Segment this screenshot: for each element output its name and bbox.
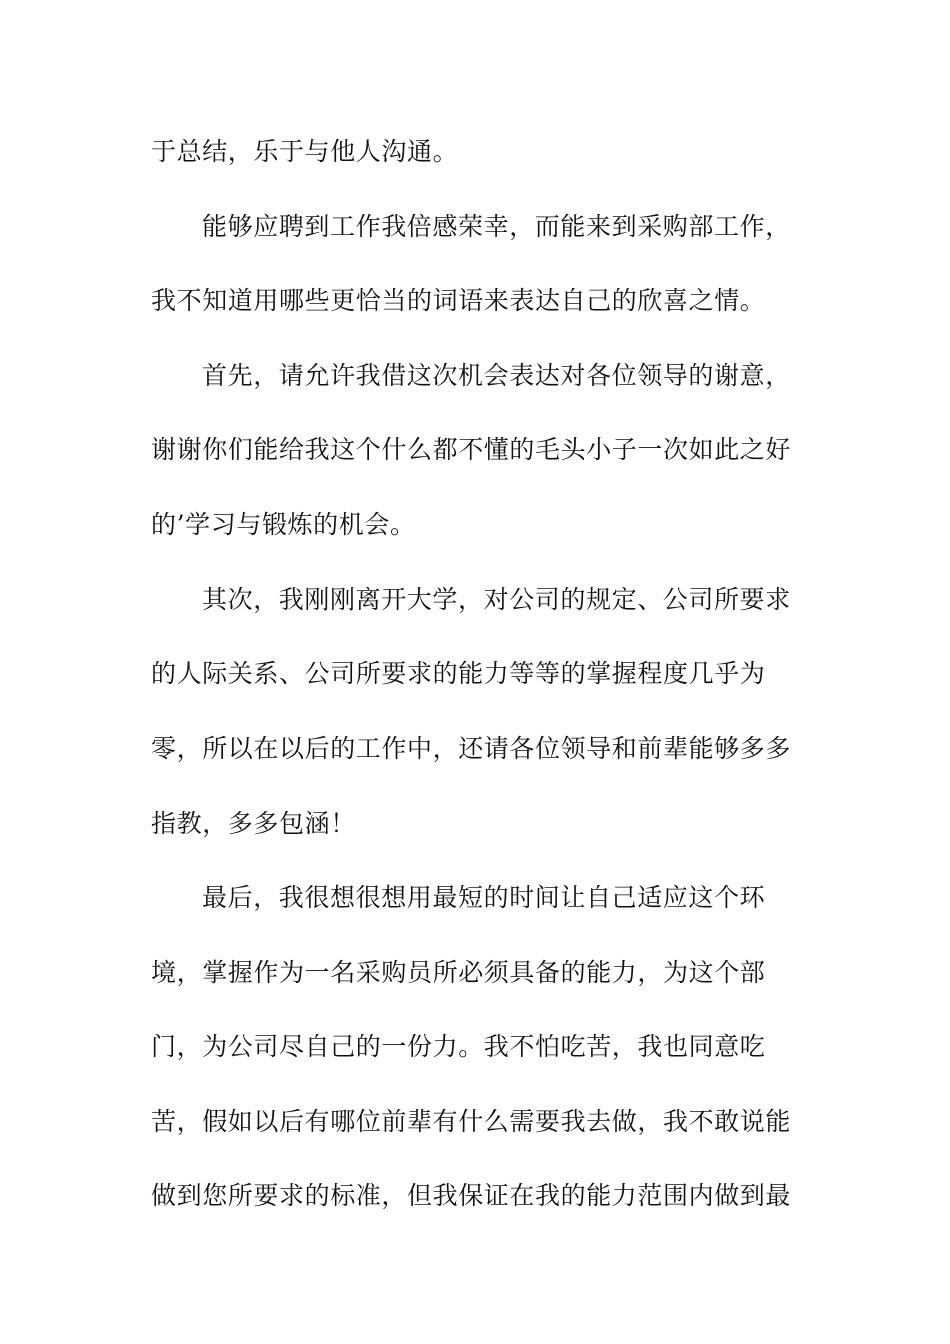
text-line: 谢谢你们能给我这个什么都不懂的毛头小子一次如此之好 (151, 435, 792, 464)
paragraph-first-line: 其次，我刚刚离开大学，对公司的规定、公司所要求 (202, 585, 791, 614)
text-line: 于总结，乐于与他人沟通。 (151, 137, 459, 166)
text-line: 苦，假如以后有哪位前辈有什么需要我去做，我不敢说能 (151, 1107, 792, 1136)
text-line: 的人际关系、公司所要求的能力等等的掌握程度几乎为 (151, 659, 766, 688)
paragraph-first-line: 首先，请允许我借这次机会表达对各位领导的谢意， (202, 361, 791, 390)
text-line: 我不知道用哪些更恰当的词语来表达自己的欣喜之情。 (151, 286, 766, 315)
text-line: 指教，多多包涵！ (151, 809, 356, 838)
paragraph-first-line: 能够应聘到工作我倍感荣幸，而能来到采购部工作， (202, 212, 791, 241)
text-line: 门，为公司尽自己的一份力。我不怕吃苦，我也同意吃 (151, 1032, 766, 1061)
text-line: 零，所以在以后的工作中，还请各位领导和前辈能够多多 (151, 734, 792, 763)
paragraph-first-line: 最后，我很想很想用最短的时间让自己适应这个环 (202, 883, 766, 912)
text-line: 境，掌握作为一名采购员所必须具备的能力，为这个部 (151, 958, 766, 987)
text-line: 做到您所要求的标准，但我保证在我的能力范围内做到最 (151, 1181, 792, 1210)
text-line: 的’学习与锻炼的机会。 (151, 510, 416, 539)
